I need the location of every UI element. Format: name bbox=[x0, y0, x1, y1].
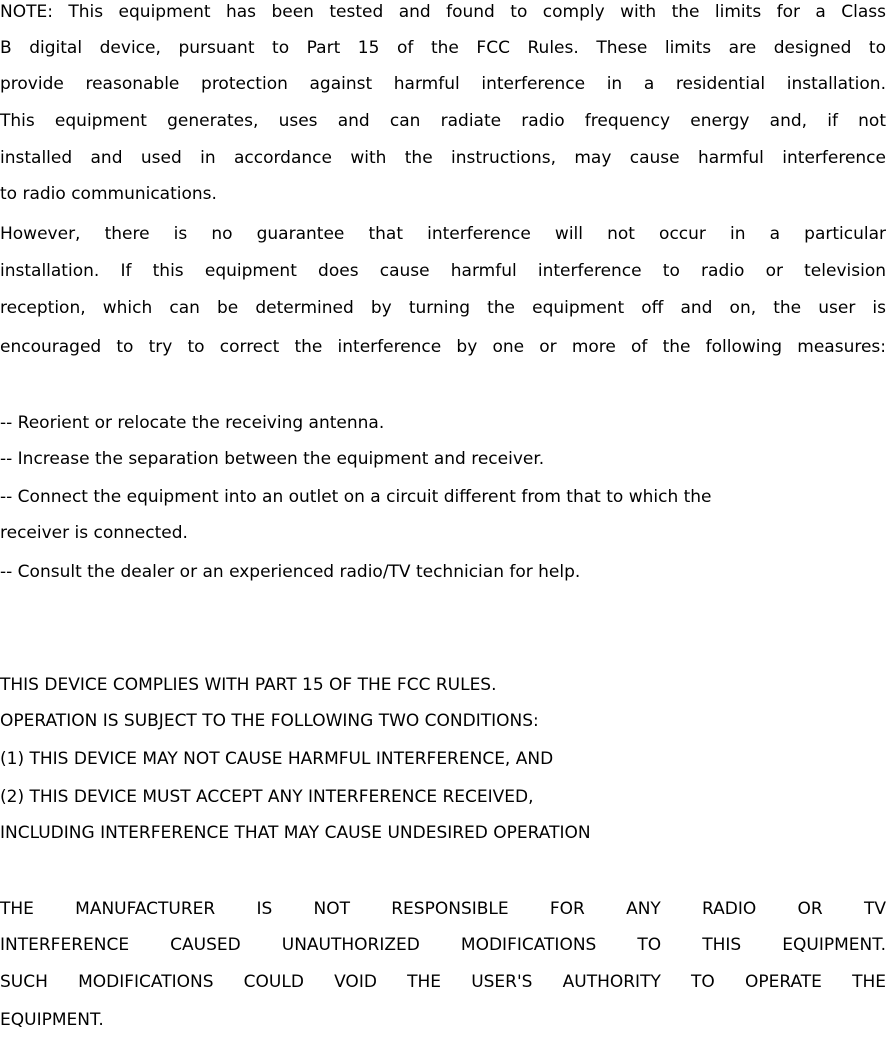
compliance-line-1: THIS DEVICE COMPLIES WITH PART 15 OF THE FCC RULES. bbox=[0, 675, 497, 695]
note-line-6: to radio communications. bbox=[0, 184, 217, 204]
measure-item-consult: -- Consult the dealer or an experienced radio/TV technician for help. bbox=[0, 562, 581, 582]
compliance-line-5: INCLUDING INTERFERENCE THAT MAY CAUSE UNDESIRED OPERATION bbox=[0, 823, 591, 843]
compliance-line-2: OPERATION IS SUBJECT TO THE FOLLOWING TWO CONDITIONS: bbox=[0, 711, 539, 731]
manufacturer-line-4: EQUIPMENT. bbox=[0, 1010, 104, 1030]
measure-item-reorient: -- Reorient or relocate the receiving antenna. bbox=[0, 413, 385, 433]
compliance-condition-2: (2) THIS DEVICE MUST ACCEPT ANY INTERFERENCE RECEIVED, bbox=[0, 787, 534, 807]
guarantee-line-3: reception, which can be determined by turning the equipment off and on, the user is bbox=[0, 298, 886, 318]
guarantee-line-4: encouraged to try to correct the interference by one or more of the following measures: bbox=[0, 337, 886, 357]
note-line-5: installed and used in accordance with the instructions, may cause harmful interference bbox=[0, 148, 886, 168]
measure-item-separation: -- Increase the separation between the equipment and receiver. bbox=[0, 449, 545, 469]
manufacturer-line-3: SUCH MODIFICATIONS COULD VOID THE USER'S AUTHORITY TO OPERATE THE bbox=[0, 972, 886, 992]
guarantee-line-1: However, there is no guarantee that interference will not occur in a particular bbox=[0, 224, 886, 244]
guarantee-line-2: installation. If this equipment does cause harmful interference to radio or television bbox=[0, 261, 886, 281]
note-line-3: provide reasonable protection against harmful interference in a residential installation. bbox=[0, 74, 886, 94]
note-line-4: This equipment generates, uses and can radiate radio frequency energy and, if not bbox=[0, 111, 886, 131]
manufacturer-line-2: INTERFERENCE CAUSED UNAUTHORIZED MODIFICATIONS TO THIS EQUIPMENT. bbox=[0, 935, 886, 955]
manufacturer-line-1: THE MANUFACTURER IS NOT RESPONSIBLE FOR ANY RADIO OR TV bbox=[0, 899, 886, 919]
note-line-2: B digital device, pursuant to Part 15 of the FCC Rules. These limits are designed to bbox=[0, 38, 886, 58]
note-line-1: NOTE: This equipment has been tested and found to comply with the limits for a Class bbox=[0, 2, 886, 22]
compliance-condition-1: (1) THIS DEVICE MAY NOT CAUSE HARMFUL INTERFERENCE, AND bbox=[0, 749, 554, 769]
measure-item-outlet: -- Connect the equipment into an outlet on a circuit different from that to which the bbox=[0, 487, 712, 507]
measure-item-outlet-continued: receiver is connected. bbox=[0, 523, 188, 543]
